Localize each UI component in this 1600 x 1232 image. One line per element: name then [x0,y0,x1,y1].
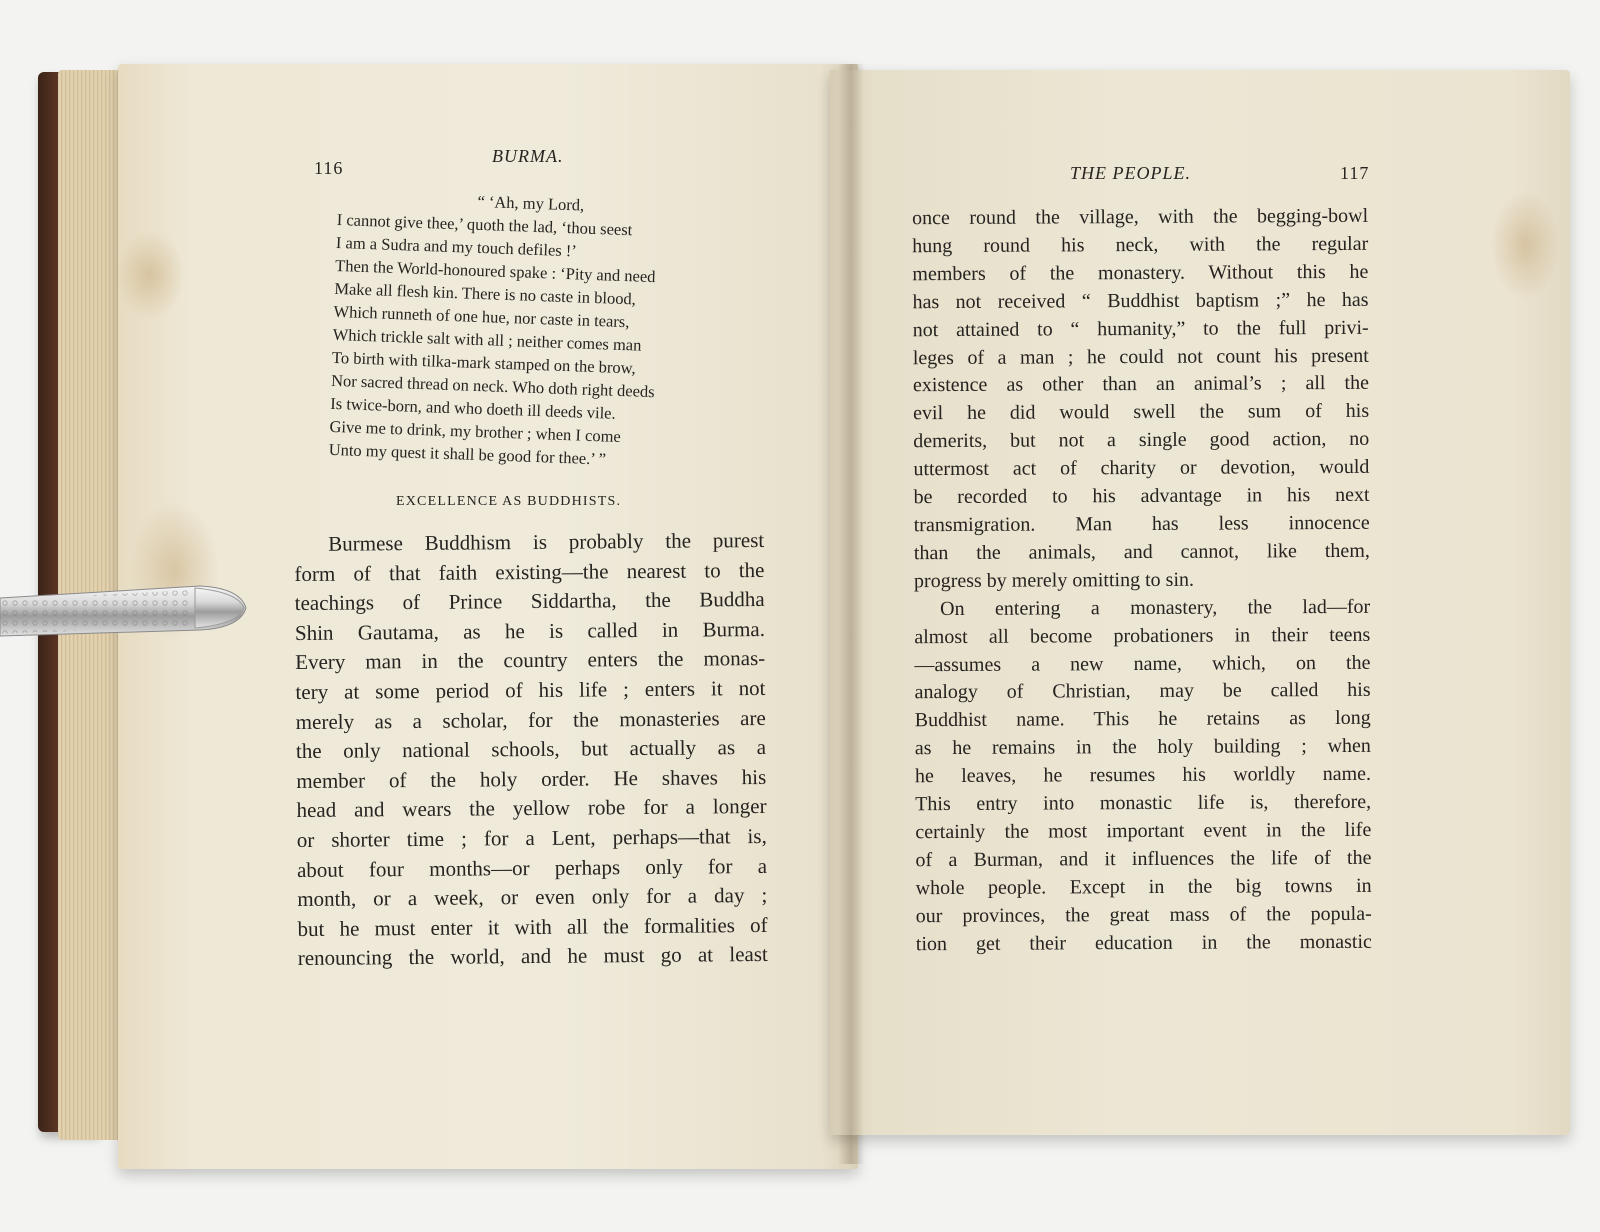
book-gutter [838,64,864,1164]
text-line: Buddhist name. This he retains as long [914,707,1371,732]
poem-block [328,185,767,476]
text-line: hung round his neck, with the regular [912,232,1369,258]
poem-line: “ ‘Ah, my Lord, [477,191,585,215]
poem-line: To birth with tilka-mark stamped on the brow, [331,347,637,378]
poem-line: I cannot give thee,’ quoth the lad, ‘thou seest [336,209,633,240]
text-line: Every man in the country enters the monas- [295,646,766,675]
text-line: has not received “ Buddhist baptism ;” he has [912,288,1369,313]
right-running-head [1070,163,1191,184]
text-line: or shorter time ; for a Lent, perhaps—that is, [296,823,767,852]
right-body-text [912,203,1372,959]
text-line: renouncing the world, and he must go at least [297,942,768,971]
text-line: about four months—or perhaps only for a [296,853,768,882]
text-line: merely as a scholar, for the monasteries are [295,705,766,734]
poem-line: Unto my quest it shall be good for thee.’ ” [328,439,607,469]
poem-line: Then the World-honoured spake : ‘Pity and need [334,255,656,287]
text-line: uttermost act of charity or devotion, would [913,455,1370,481]
text-line: once round the village, with the begging-bowl [912,204,1369,230]
poem-line: Give me to drink, my brother ; when I come [329,416,622,447]
right-page-number: 117 [1340,163,1370,183]
text-line: members of the monastery. Without this he [912,260,1369,286]
poem-line: Which trickle salt with all ; neither comes man [332,324,642,355]
text-line: This entry into monastic life is, therefore, [915,790,1372,816]
text-line: of a Burman, and it influences the life of the [915,846,1372,872]
text-line: as he remains in the holy building ; when [914,735,1371,760]
text-line: whole people. Except in the big towns in [915,874,1372,899]
text-line: analogy of Christian, may be called his [914,679,1371,704]
poem-line: Is twice-born, and who doeth ill deeds vile. [330,393,617,423]
text-line: but he must enter it with all the formalities of [297,912,768,941]
left-page-number: 116 [314,158,344,178]
text-line: demerits, but not a single good action, no [913,428,1370,453]
text-line: than the animals, and cannot, like them, [913,539,1370,565]
section-heading: EXCELLENCE AS BUDDHISTS. [396,494,622,509]
text-line: he leaves, he resumes his worldly name. [914,762,1372,788]
silver-pen-icon [0,578,250,638]
text-line: almost all become probationers in their teens [914,623,1371,648]
text-line: tion get their education in the monastic [915,930,1372,955]
text-line: evil he did would swell the sum of his [913,400,1370,425]
poem-line: Nor sacred thread on neck. Who doth right deeds [330,370,655,402]
text-line: progress by merely omitting to sin. [913,568,1195,592]
text-line: Burmese Buddhism is probably the purest [328,527,765,556]
right-running-head-text: THE PEOPLE. [1070,163,1191,183]
text-line: our provinces, the great mass of the popula- [915,902,1372,927]
text-line: teachings of Prince Siddartha, the Buddha [294,587,765,616]
text-line: On entering a monastery, the lad—for [940,595,1371,620]
paper-stain [1490,190,1560,300]
text-line: be recorded to his advantage in his next [913,483,1370,509]
text-line: form of that faith existing—the nearest to the [294,557,765,586]
poem-line: I am a Sudra and my touch defiles !’ [335,232,578,261]
paper-stain [115,230,185,320]
poem-line: Make all flesh kin. There is no caste in blood, [334,278,637,309]
poem-line: Which runneth of one hue, nor caste in tears, [333,301,630,332]
text-line: —assumes a new name, which, on the [914,651,1371,676]
text-line: the only national schools, but actually as a [295,735,767,764]
text-line: Shin Gautama, as he is called in Burma. [294,616,766,645]
text-line: leges of a man ; he could not count his present [912,344,1369,369]
text-line: not attained to “ humanity,” to the full privi- [912,316,1369,341]
text-line: tery at some period of his life ; enters it not [295,675,766,705]
text-line: head and wears the yellow robe for a longer [296,794,767,823]
left-body-text [294,526,768,974]
text-line: transmigration. Man has less innocence [913,511,1370,537]
left-running-head [492,146,563,167]
text-line: member of the holy order. He shaves his [296,764,767,793]
text-line: certainly the most important event in the life [915,818,1372,844]
text-line: month, or a week, or even only for a day ; [297,883,768,912]
text-line: existence as other than an animal’s ; all the [912,372,1370,397]
left-running-head-text: BURMA. [492,146,564,166]
